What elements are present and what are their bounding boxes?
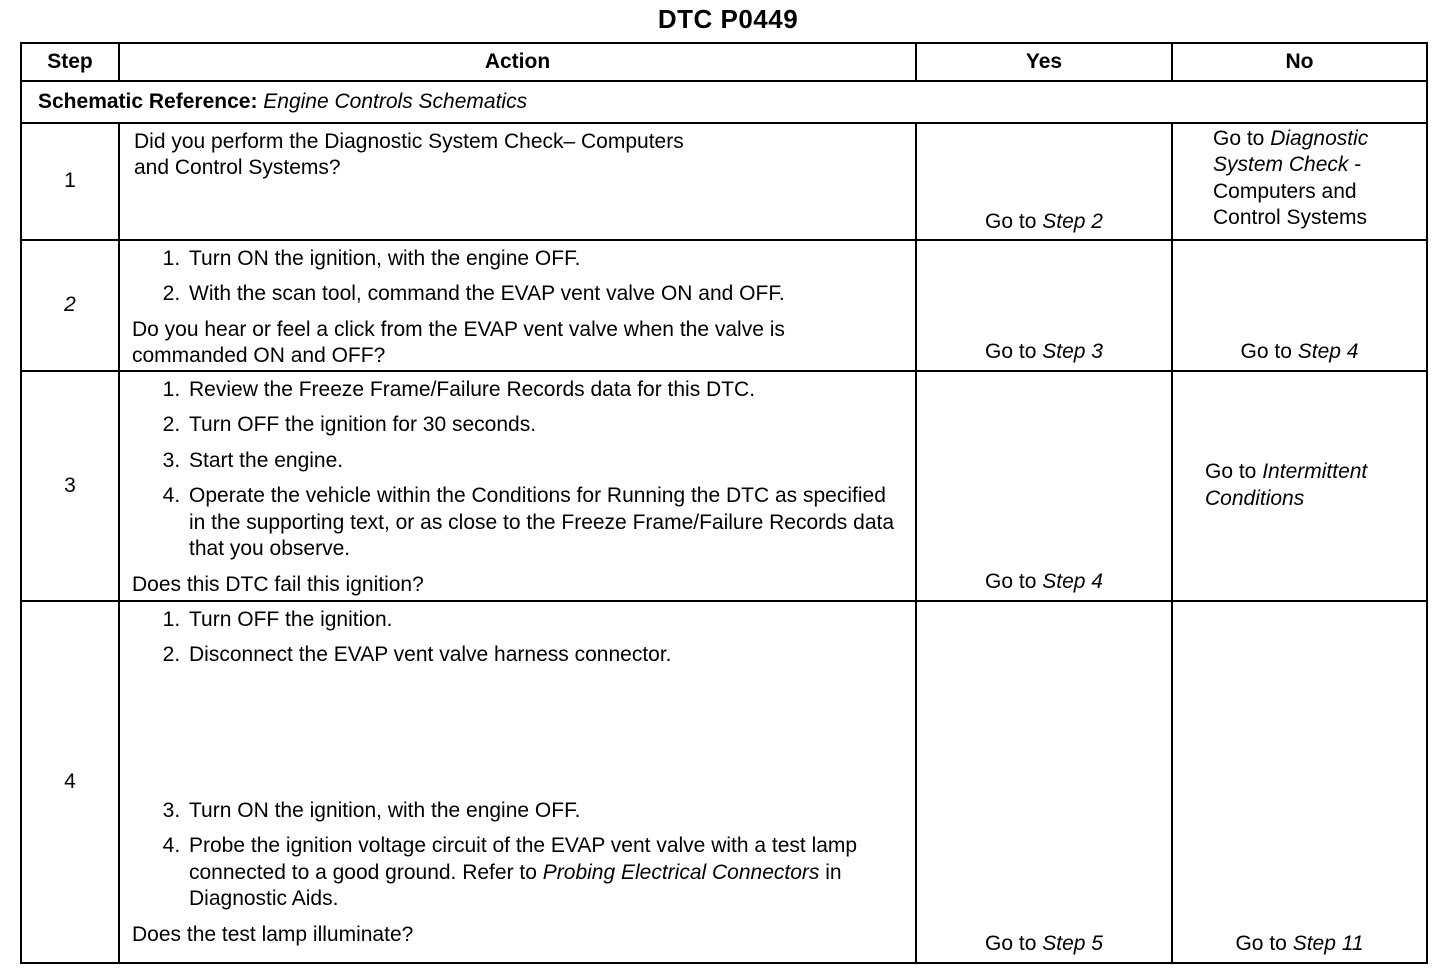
probing-link[interactable]: Probing Electrical Connectors xyxy=(542,860,820,884)
no-link[interactable]: Diagnostic System Check xyxy=(1213,127,1369,177)
action-list xyxy=(132,607,901,669)
list-item: 1. Turn ON the ignition, with the engine OFF. xyxy=(186,246,901,272)
step-number: 1 xyxy=(21,123,119,240)
table-row xyxy=(21,123,1427,240)
header-no: No xyxy=(1172,43,1427,81)
list-item: 2. Disconnect the EVAP vent valve harness connector. xyxy=(186,642,901,668)
schematic-reference-row xyxy=(21,81,1427,123)
no-cell: Go to Step 11 xyxy=(1172,601,1427,963)
no-cell: Go to Intermittent Conditions xyxy=(1172,371,1427,601)
action-list-cont xyxy=(132,798,901,913)
yes-cell: Go to Step 5 xyxy=(916,601,1172,963)
step-number: 4 xyxy=(21,601,119,963)
header-step: Step xyxy=(21,43,119,81)
question: Does the test lamp illuminate? xyxy=(132,922,414,946)
yes-cell: Go to Step 3 xyxy=(916,240,1172,371)
table-row xyxy=(21,601,1427,963)
schematic-link[interactable]: Engine Controls Schematics xyxy=(263,89,528,113)
yes-link[interactable]: Step 3 xyxy=(1042,340,1103,364)
no-link[interactable]: Step 11 xyxy=(1292,932,1364,956)
yes-link[interactable]: Step 2 xyxy=(1042,209,1103,233)
page-title: DTC P0449 xyxy=(657,4,799,34)
header-yes: Yes xyxy=(916,43,1172,81)
diagnostic-table xyxy=(20,42,1428,964)
list-item: 4. Probe the ignition voltage circuit of the EVAP vent valve with a test lamp connected to a good ground. Refer to Probing Electrical Connectors in Diagnostic Aids. xyxy=(186,833,901,912)
list-item: 3. Turn ON the ignition, with the engine OFF. xyxy=(186,798,901,824)
header-row xyxy=(21,43,1427,81)
step-number: 3 xyxy=(21,371,119,601)
action-cell xyxy=(119,240,916,371)
list-item: 1. Review the Freeze Frame/Failure Records data for this DTC. xyxy=(186,377,901,403)
action-cell xyxy=(119,601,916,963)
list-item: 3. Start the engine. xyxy=(186,448,901,474)
yes-link[interactable]: Step 5 xyxy=(1042,932,1103,956)
list-item: 4. Operate the vehicle within the Conditions for Running the DTC as specified in the supporting text, or as close to the Freeze Frame/Failure Records data that you observe. xyxy=(186,483,901,562)
no-link[interactable]: Step 4 xyxy=(1297,340,1359,364)
table-row xyxy=(21,240,1427,371)
action-list xyxy=(132,377,901,563)
no-cell: Go to Diagnostic System Check - Computers and Control Systems xyxy=(1172,123,1427,240)
question: Did you perform the Diagnostic System Check– Computers xyxy=(134,130,684,153)
no-cell: Go to Step 4 xyxy=(1172,240,1427,371)
schematic-label: Schematic Reference: xyxy=(38,89,258,113)
no-link[interactable]: Intermittent Conditions xyxy=(1205,460,1368,510)
step-number: 2 xyxy=(21,240,119,371)
list-item: 1. Turn OFF the ignition. xyxy=(186,607,901,633)
table-row xyxy=(21,371,1427,601)
action-list xyxy=(132,246,901,308)
question-cont: and Control Systems? xyxy=(134,156,341,180)
header-action: Action xyxy=(119,43,916,81)
yes-cell: Go to Step 4 xyxy=(916,371,1172,601)
question: Do you hear or feel a click from the EVAP vent valve when the valve is commanded ON and OFF? xyxy=(132,317,785,368)
question: Does this DTC fail this ignition? xyxy=(132,572,424,596)
yes-cell: Go to Step 2 xyxy=(916,123,1172,240)
yes-link[interactable]: Step 4 xyxy=(1042,570,1103,594)
action-cell xyxy=(119,123,916,240)
action-cell xyxy=(119,371,916,601)
list-item: 2. Turn OFF the ignition for 30 seconds. xyxy=(186,412,901,438)
list-item: 2. With the scan tool, command the EVAP vent valve ON and OFF. xyxy=(186,281,901,307)
schematic-reference xyxy=(21,81,1427,123)
